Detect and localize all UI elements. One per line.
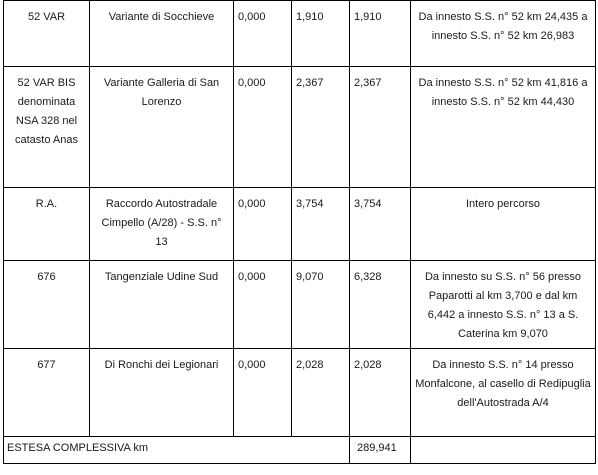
table-row bbox=[4, 349, 596, 437]
road-length: 3,754 bbox=[350, 188, 411, 261]
road-description: Da innesto S.S. n° 52 km 24,435 a innesto S.S. n° 52 km 26,983 bbox=[411, 1, 596, 67]
km-end: 2,367 bbox=[292, 67, 350, 188]
km-end: 1,910 bbox=[292, 1, 350, 67]
total-label: ESTESA COMPLESSIVA km bbox=[4, 437, 350, 464]
road-length: 6,328 bbox=[350, 261, 411, 349]
km-start: 0,000 bbox=[234, 1, 292, 67]
road-length: 2,028 bbox=[350, 349, 411, 437]
road-code: 52 VAR bbox=[4, 1, 90, 67]
total-row bbox=[4, 437, 596, 464]
road-description: Da innesto su S.S. n° 56 presso Paparotti al km 3,700 e dal km 6,442 a innesto S.S. n° 13 a S. Caterina km 9,070 bbox=[411, 261, 596, 349]
road-code: 677 bbox=[4, 349, 90, 437]
road-name: Variante di Socchieve bbox=[90, 1, 234, 67]
table-row bbox=[4, 261, 596, 349]
km-start: 0,000 bbox=[234, 349, 292, 437]
road-description: Da innesto S.S. n° 14 presso Monfalcone, al casello di Redipuglia dell'Autostrada A/4 bbox=[411, 349, 596, 437]
table-row bbox=[4, 67, 596, 188]
road-length: 1,910 bbox=[350, 1, 411, 67]
road-name: Di Ronchi dei Legionari bbox=[90, 349, 234, 437]
km-end: 3,754 bbox=[292, 188, 350, 261]
table-row bbox=[4, 1, 596, 67]
road-description: Da innesto S.S. n° 52 km 41,816 a innesto S.S. n° 52 km 44,430 bbox=[411, 67, 596, 188]
total-value: 289,941 bbox=[350, 437, 411, 464]
road-name: Variante Galleria di San Lorenzo bbox=[90, 67, 234, 188]
km-start: 0,000 bbox=[234, 188, 292, 261]
km-end: 9,070 bbox=[292, 261, 350, 349]
km-start: 0,000 bbox=[234, 67, 292, 188]
road-description: Intero percorso bbox=[411, 188, 596, 261]
road-name: Tangenziale Udine Sud bbox=[90, 261, 234, 349]
road-code: 52 VAR BIS denominata NSA 328 nel catasto Anas bbox=[4, 67, 90, 188]
table-row bbox=[4, 188, 596, 261]
road-length: 2,367 bbox=[350, 67, 411, 188]
roads-table bbox=[3, 0, 596, 464]
road-name: Raccordo Autostradale Cimpello (A/28) - S.S. n° 13 bbox=[90, 188, 234, 261]
road-code: 676 bbox=[4, 261, 90, 349]
km-start: 0,000 bbox=[234, 261, 292, 349]
km-end: 2,028 bbox=[292, 349, 350, 437]
total-empty-cell bbox=[411, 437, 596, 464]
road-code: R.A. bbox=[4, 188, 90, 261]
